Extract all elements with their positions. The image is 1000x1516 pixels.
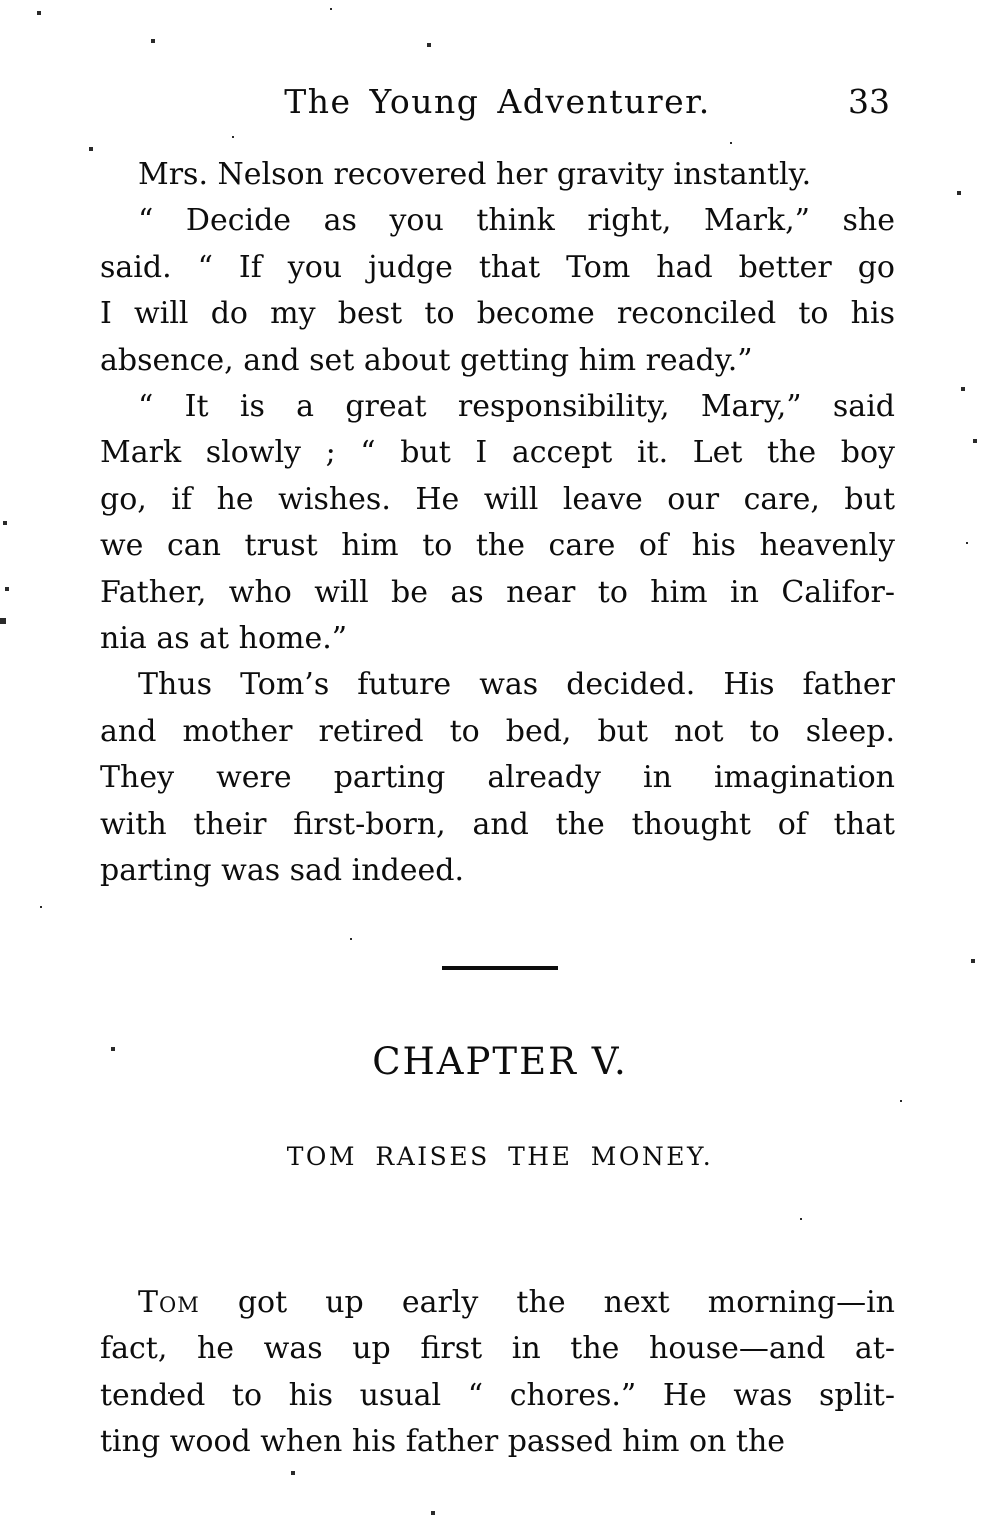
text-line: and mother retired to bed, but not to sleep. bbox=[100, 713, 895, 749]
text-line: I will do my best to become reconciled to his bbox=[100, 296, 895, 332]
running-title: The Young Adventurer. bbox=[284, 82, 711, 121]
text-line: absence, and set about getting him ready.” bbox=[100, 342, 753, 378]
text-line: Father, who will be as near to him in Califor- bbox=[100, 574, 895, 610]
smallcaps-word: Tom bbox=[138, 1285, 200, 1320]
text-line: tended to his usual “ chores.” He was split- bbox=[100, 1377, 895, 1413]
paragraph bbox=[100, 198, 895, 384]
text-line: They were parting already in imagination bbox=[100, 760, 895, 796]
scan-noise-specks bbox=[0, 0, 2, 2]
paragraph bbox=[100, 662, 895, 894]
text-line: Mrs. Nelson recovered her gravity instantly. bbox=[138, 157, 812, 192]
text-block-bottom bbox=[100, 1280, 895, 1466]
text-line: go, if he wishes. He will leave our care, but bbox=[100, 481, 895, 517]
paragraph bbox=[100, 384, 895, 662]
text-line: Tom got up early the next morning—in bbox=[138, 1285, 895, 1320]
text-block-top bbox=[100, 152, 895, 895]
text-line: ting wood when his father passed him on the bbox=[100, 1424, 786, 1460]
page-number: 33 bbox=[848, 82, 890, 121]
paragraph bbox=[100, 152, 895, 198]
text-line: “ It is a great responsibility, Mary,” said bbox=[138, 389, 895, 425]
page-header bbox=[100, 82, 895, 130]
text-line: nia as at home.” bbox=[100, 621, 348, 657]
text-line: fact, he was up first in the house—and at- bbox=[100, 1331, 895, 1367]
paragraph bbox=[100, 1280, 895, 1466]
text-line: said. “ If you judge that Tom had better go bbox=[100, 249, 895, 285]
chapter-subtitle: TOM RAISES THE MONEY. bbox=[286, 1142, 714, 1171]
text-line: parting was sad indeed. bbox=[100, 853, 465, 889]
text-line: Mark slowly ; “ but I accept it. Let the boy bbox=[100, 435, 895, 471]
text-line: we can trust him to the care of his heavenly bbox=[100, 528, 895, 564]
section-divider-rule bbox=[442, 966, 558, 970]
text-line: “ Decide as you think right, Mark,” she bbox=[138, 203, 895, 239]
text-line: with their first-born, and the thought of that bbox=[100, 806, 895, 842]
chapter-heading: CHAPTER V. bbox=[372, 1040, 628, 1083]
text-line: Thus Tom’s future was decided. His father bbox=[138, 667, 895, 703]
